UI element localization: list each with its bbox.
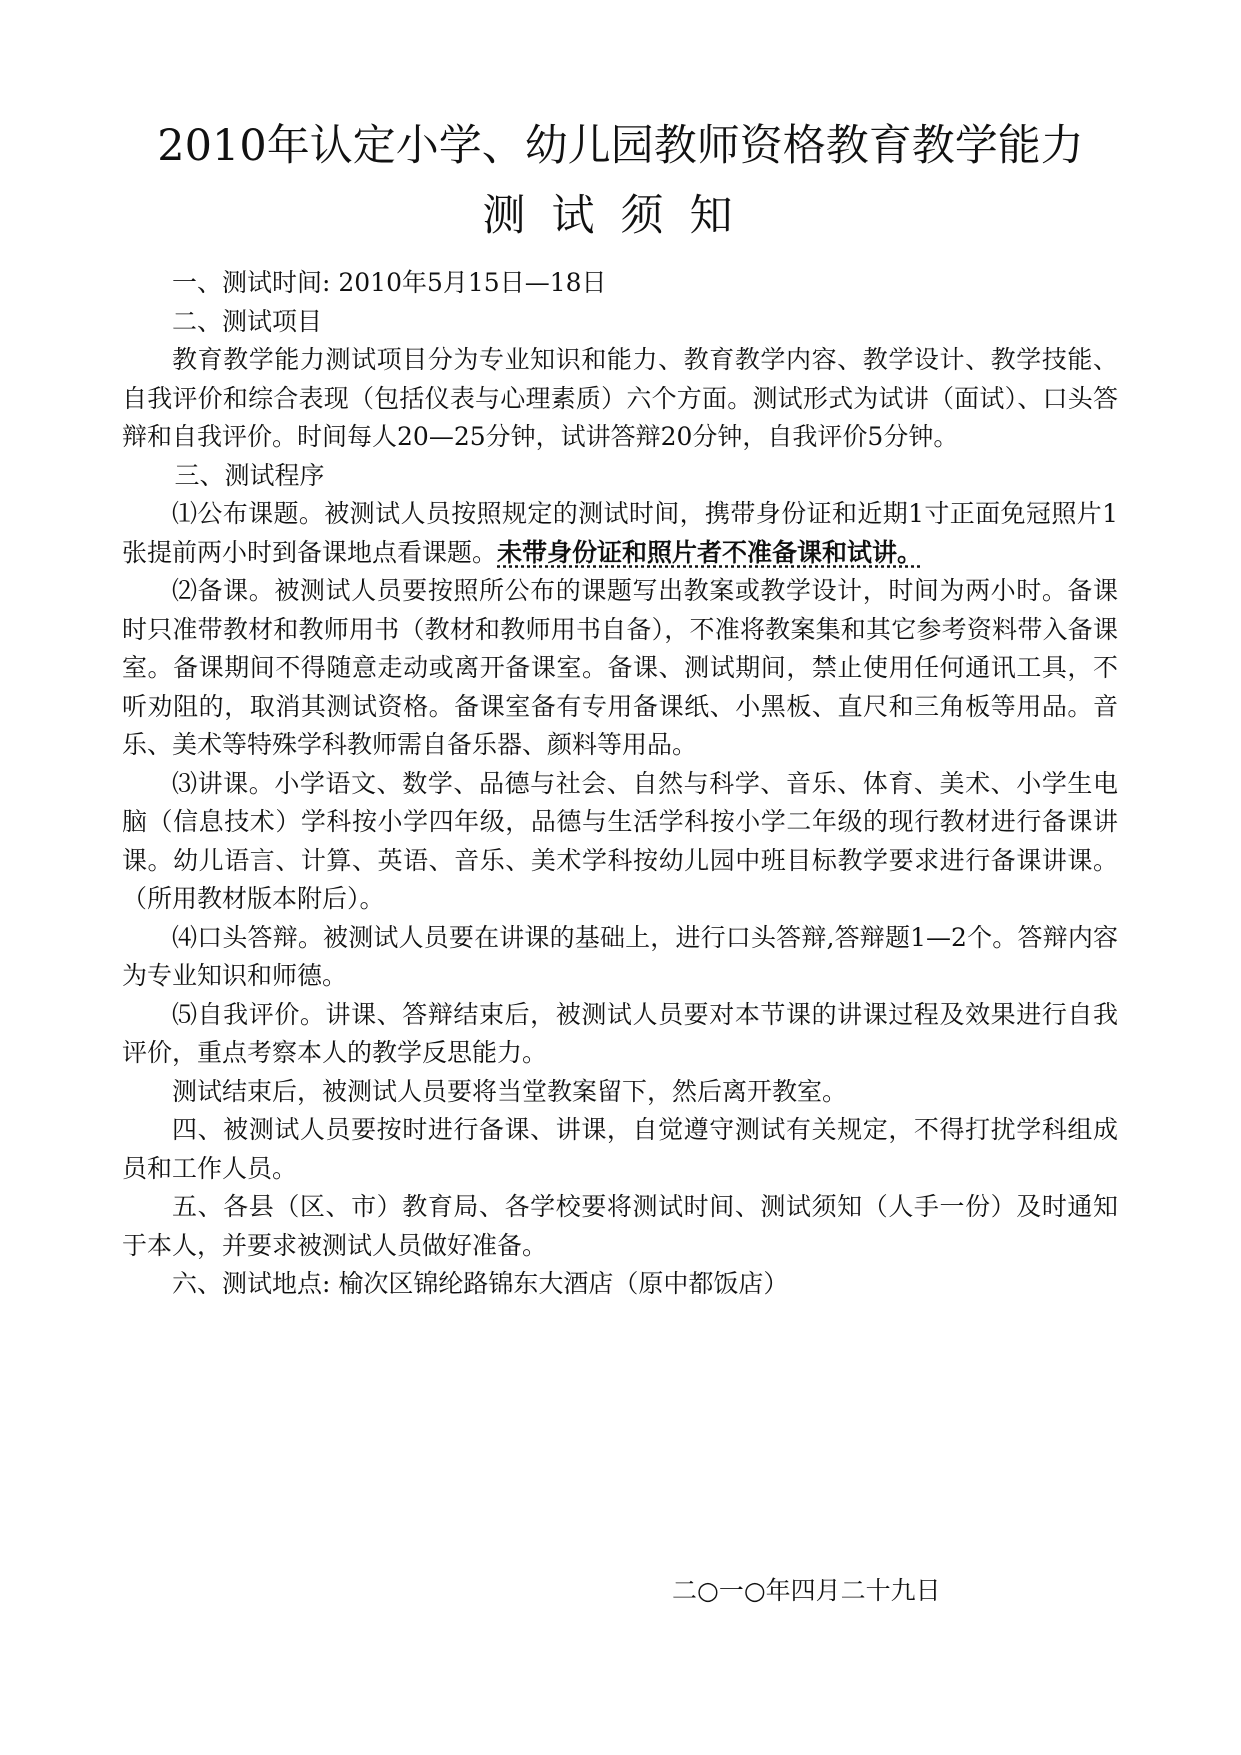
procedure-item-2: ⑵备课。被测试人员要按照所公布的课题写出教案或教学设计，时间为两小时。备课时只准带教材和教师用书（教材和教师用书自备），不准将教案集和其它参考资料带入备课室。备课期间不得随意走动或离开备课室。备课、测试期间，禁止使用任何通讯工具，不听劝阻的，取消其测试资格。备课室备有专用备课纸、小黑板、直尺和三角板等用品。音乐、美术等特殊学科教师需自备乐器、颜料等用品。	[122, 576, 1118, 759]
document-date: 二○一○年四月二十九日	[672, 1576, 941, 1605]
procedure-item-1-text: ⑴公布课题。被测试人员按照规定的测试时间，携带身份证和近期1寸正面免冠照片1张提前两小时到备课地点看课题。	[122, 499, 1118, 567]
procedure-item-5: ⑸自我评价。讲课、答辩结束后，被测试人员要对本节课的讲课过程及效果进行自我评价，重点考察本人的教学反思能力。	[122, 999, 1118, 1067]
section-test-time: 一、测试时间: 2010年5月15日—18日	[172, 268, 607, 297]
procedure-closing-note: 测试结束后，被测试人员要将当堂教案留下，然后离开教室。	[172, 1076, 848, 1106]
procedure-item-4: ⑷口头答辩。被测试人员要在讲课的基础上，进行口头答辩,答辩题1—2个。答辩内容为专业知识和师德。	[122, 922, 1118, 990]
document-body	[122, 264, 1118, 1304]
section-notification: 五、各县（区、市）教育局、各学校要将测试时间、测试须知（人手一份）及时通知于本人，并要求被测试人员做好准备。	[122, 1192, 1118, 1260]
procedure-item-1-warning: 未带身份证和照片者不准备课和试讲。	[497, 537, 923, 567]
section-rules: 四、被测试人员要按时进行备课、讲课，自觉遵守测试有关规定，不得打扰学科组成员和工作人员。	[122, 1115, 1118, 1183]
section-test-items-heading: 二、测试项目	[172, 306, 323, 336]
document-title-line2: 测试须知	[482, 191, 759, 241]
section-test-procedure-heading: 三、测试程序	[174, 460, 325, 490]
procedure-item-1	[122, 495, 1118, 572]
section-test-location: 六、测试地点: 榆次区锦纶路锦东大酒店（原中都饭店）	[172, 1269, 789, 1298]
section-test-items-body: 教育教学能力测试项目分为专业知识和能力、教育教学内容、教学设计、教学技能、自我评价和综合表现（包括仪表与心理素质）六个方面。测试形式为试讲（面试）、口头答辩和自我评价。时间每人20—25分钟，试讲答辩20分钟，自我评价5分钟。	[122, 345, 1118, 451]
document-title-line1: 2010年认定小学、幼儿园教师资格教育教学能力	[157, 121, 1084, 171]
procedure-item-3: ⑶讲课。小学语文、数学、品德与社会、自然与科学、音乐、体育、美术、小学生电脑（信息技术）学科按小学四年级，品德与生活学科按小学二年级的现行教材进行备课讲课。幼儿语言、计算、英语、音乐、美术学科按幼儿园中班目标教学要求进行备课讲课。（所用教材版本附后）。	[122, 768, 1118, 913]
